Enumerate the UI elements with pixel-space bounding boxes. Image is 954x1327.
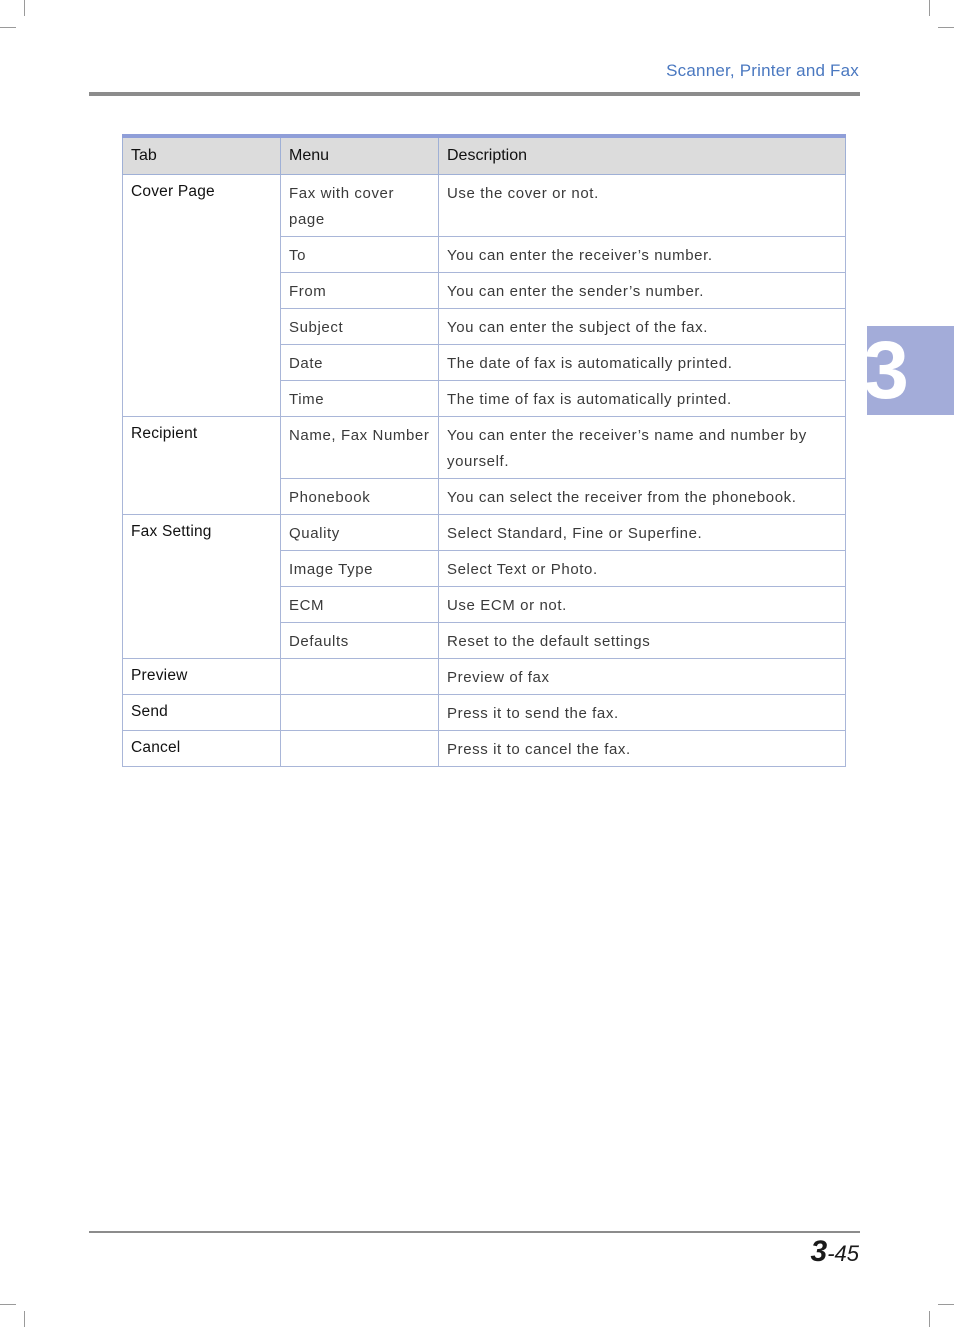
description-cell: Select Standard, Fine or Superfine.: [439, 515, 846, 551]
table-header-row: [123, 136, 846, 175]
crop-mark: [0, 27, 16, 28]
table-row: [123, 731, 846, 767]
tab-cell: Preview: [123, 659, 281, 695]
menu-cell: ECM: [281, 587, 439, 623]
description-cell: Select Text or Photo.: [439, 551, 846, 587]
description-cell: Use the cover or not.: [439, 175, 846, 237]
column-header-tab: Tab: [123, 136, 281, 175]
description-cell: Press it to send the fax.: [439, 695, 846, 731]
description-cell: You can enter the sender’s number.: [439, 273, 846, 309]
tab-cell: Cover Page: [123, 175, 281, 417]
crop-mark: [0, 1304, 16, 1305]
menu-cell: Subject: [281, 309, 439, 345]
menu-cell: Name, Fax Number: [281, 417, 439, 479]
page-number-chapter: 3: [810, 1235, 828, 1268]
table-row: [123, 175, 846, 237]
menu-cell: [281, 695, 439, 731]
menu-cell: Phonebook: [281, 479, 439, 515]
crop-mark: [24, 1311, 25, 1327]
table-row: [123, 417, 846, 479]
header-divider: [89, 92, 860, 96]
fax-menu-table: [122, 134, 846, 767]
crop-mark: [929, 0, 930, 16]
description-cell: Reset to the default settings: [439, 623, 846, 659]
description-cell: Use ECM or not.: [439, 587, 846, 623]
tab-cell: Send: [123, 695, 281, 731]
menu-cell: [281, 731, 439, 767]
column-header-menu: Menu: [281, 136, 439, 175]
section-title: Scanner, Printer and Fax: [666, 61, 859, 80]
crop-mark: [24, 0, 25, 16]
menu-cell: Fax with cover page: [281, 175, 439, 237]
menu-cell: From: [281, 273, 439, 309]
column-header-description: Description: [439, 136, 846, 175]
table-row: [123, 695, 846, 731]
menu-cell: Time: [281, 381, 439, 417]
menu-cell: Defaults: [281, 623, 439, 659]
page-number: [811, 1235, 859, 1269]
crop-mark: [929, 1311, 930, 1327]
description-cell: You can enter the subject of the fax.: [439, 309, 846, 345]
menu-cell: To: [281, 237, 439, 273]
crop-mark: [938, 1304, 954, 1305]
menu-cell: Quality: [281, 515, 439, 551]
description-cell: You can enter the receiver’s number.: [439, 237, 846, 273]
chapter-tab-number: 3: [863, 325, 909, 416]
tab-cell: Cancel: [123, 731, 281, 767]
footer-divider: [89, 1231, 860, 1233]
crop-mark: [938, 27, 954, 28]
tab-cell: Fax Setting: [123, 515, 281, 659]
description-cell: The time of fax is automatically printed.: [439, 381, 846, 417]
description-cell: Press it to cancel the fax.: [439, 731, 846, 767]
tab-cell: Recipient: [123, 417, 281, 515]
menu-cell: Date: [281, 345, 439, 381]
page-number-page: -45: [827, 1241, 859, 1266]
description-cell: Preview of fax: [439, 659, 846, 695]
table-row: [123, 515, 846, 551]
description-cell: You can select the receiver from the phonebook.: [439, 479, 846, 515]
menu-cell: [281, 659, 439, 695]
description-cell: You can enter the receiver’s name and number by yourself.: [439, 417, 846, 479]
table-row: [123, 659, 846, 695]
description-cell: The date of fax is automatically printed.: [439, 345, 846, 381]
menu-cell: Image Type: [281, 551, 439, 587]
